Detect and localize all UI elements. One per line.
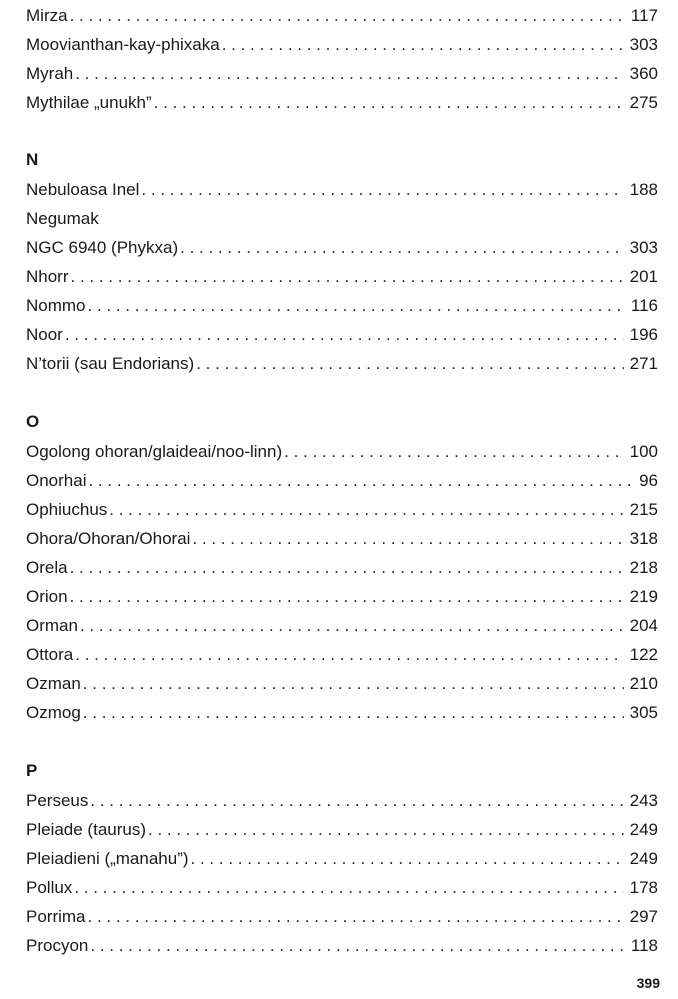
entry-term: Pleiade (taurus) — [26, 820, 147, 839]
entry-page: 249 — [629, 849, 658, 868]
dot-leader — [75, 640, 623, 669]
dot-leader — [90, 931, 625, 960]
index-entry — [26, 262, 658, 291]
dot-leader — [83, 698, 624, 727]
dot-leader — [88, 291, 625, 320]
entry-term: Nommo — [26, 296, 86, 315]
entry-term: Nhorr — [26, 267, 69, 286]
dot-leader — [192, 524, 623, 553]
index-entry — [26, 698, 658, 727]
index-entry — [26, 233, 658, 262]
entry-page: 96 — [639, 471, 658, 490]
dot-leader — [191, 844, 624, 873]
entry-term: Pollux — [26, 878, 73, 897]
index-entry — [26, 59, 658, 88]
index-entry — [26, 582, 658, 611]
dot-leader — [180, 233, 624, 262]
entry-term: Noor — [26, 325, 63, 344]
dot-leader — [88, 902, 624, 931]
entry-page: 275 — [629, 93, 658, 112]
entry-term: Pleiadieni („manahu”) — [26, 849, 189, 868]
entry-page: 303 — [629, 35, 658, 54]
entry-term: NGC 6940 (Phykxa) — [26, 238, 179, 257]
index-section-n — [26, 175, 658, 378]
entry-term: Orman — [26, 616, 78, 635]
index-entry — [26, 204, 658, 233]
index-entry — [26, 466, 658, 495]
dot-leader — [88, 466, 633, 495]
section-letter-p: P — [26, 761, 38, 780]
index-entry — [26, 88, 658, 117]
dot-leader — [74, 873, 623, 902]
entry-term: Orion — [26, 587, 68, 606]
entry-term: Perseus — [26, 791, 89, 810]
index-entry — [26, 437, 658, 466]
entry-page: 249 — [629, 820, 658, 839]
entry-page: 219 — [629, 587, 658, 606]
dot-leader — [70, 553, 624, 582]
index-entry — [26, 611, 658, 640]
entry-term: Moovianthan-kay-phixaka — [26, 35, 220, 54]
entry-page: 271 — [629, 354, 658, 373]
entry-term: Negumak — [26, 209, 99, 228]
index-entry — [26, 873, 658, 902]
dot-leader — [71, 262, 624, 291]
index-entry — [26, 30, 658, 59]
entry-page: 201 — [629, 267, 658, 286]
entry-page: 118 — [630, 936, 658, 955]
entry-page: 196 — [629, 325, 658, 344]
index-entry — [26, 320, 658, 349]
index-entry — [26, 786, 658, 815]
dot-leader — [109, 495, 623, 524]
entry-page: 188 — [629, 180, 658, 199]
dot-leader — [148, 815, 624, 844]
entry-page: 297 — [629, 907, 658, 926]
index-entry — [26, 931, 658, 960]
dot-leader — [222, 30, 624, 59]
entry-page: 122 — [629, 645, 658, 664]
index-section-p — [26, 786, 658, 960]
entry-page: 360 — [629, 64, 658, 83]
entry-term: N’torii (sau Endorians) — [26, 354, 195, 373]
dot-leader — [154, 88, 624, 117]
entry-page: 218 — [629, 558, 658, 577]
index-section-m — [26, 1, 658, 117]
dot-leader — [196, 349, 623, 378]
index-entry — [26, 640, 658, 669]
index-entry — [26, 844, 658, 873]
dot-leader — [83, 669, 624, 698]
entry-term: Nebuloasa Inel — [26, 180, 140, 199]
index-entry — [26, 175, 658, 204]
entry-term: Ottora — [26, 645, 74, 664]
section-letter-o: O — [26, 412, 40, 431]
dot-leader — [70, 1, 625, 30]
entry-page: 318 — [629, 529, 658, 548]
page-number: 399 — [636, 975, 660, 991]
entry-term: Mirza — [26, 6, 68, 25]
entry-term: Porrima — [26, 907, 86, 926]
index-entry — [26, 495, 658, 524]
entry-term: Myrah — [26, 64, 74, 83]
entry-term: Ozmog — [26, 703, 81, 722]
entry-page: 116 — [630, 296, 658, 315]
index-entry — [26, 553, 658, 582]
index-entry — [26, 524, 658, 553]
entry-term: Ogolong ohoran/glaideai/noo-linn) — [26, 442, 283, 461]
index-entry — [26, 815, 658, 844]
dot-leader — [70, 582, 624, 611]
dot-leader — [75, 59, 623, 88]
entry-page: 204 — [629, 616, 658, 635]
section-letter-n: N — [26, 150, 39, 169]
entry-page: 303 — [629, 238, 658, 257]
entry-page: 215 — [629, 500, 658, 519]
index-entry — [26, 291, 658, 320]
index-entry — [26, 902, 658, 931]
dot-leader — [65, 320, 624, 349]
dot-leader — [284, 437, 623, 466]
entry-term: Ozman — [26, 674, 81, 693]
index-section-o — [26, 437, 658, 727]
dot-leader — [90, 786, 623, 815]
entry-page: 100 — [629, 442, 658, 461]
index-entry — [26, 349, 658, 378]
entry-page: 178 — [629, 878, 658, 897]
dot-leader — [141, 175, 623, 204]
dot-leader — [80, 611, 624, 640]
entry-term: Ophiuchus — [26, 500, 108, 519]
entry-term: Mythilae „unukh” — [26, 93, 152, 112]
entry-term: Procyon — [26, 936, 89, 955]
entry-term: Onorhai — [26, 471, 87, 490]
index-entry — [26, 669, 658, 698]
entry-page: 210 — [629, 674, 658, 693]
entry-page: 243 — [629, 791, 658, 810]
entry-page: 305 — [629, 703, 658, 722]
entry-term: Ohora/Ohoran/Ohorai — [26, 529, 191, 548]
index-entry — [26, 1, 658, 30]
entry-page: 117 — [630, 6, 658, 25]
entry-term: Orela — [26, 558, 68, 577]
